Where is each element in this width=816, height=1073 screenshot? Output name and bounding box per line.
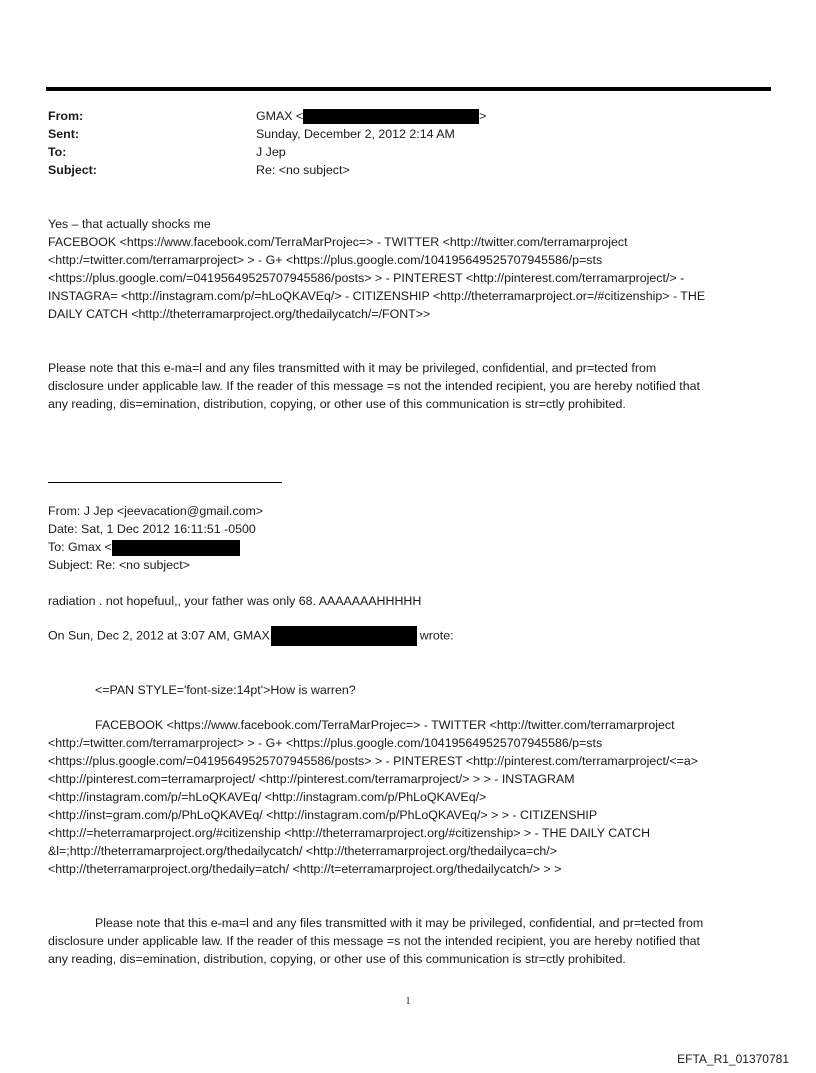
links-line: <http://pinterest.com=terramarproject/ <http://pinterest.com/terramarproject/> > > - INSTAGRAM bbox=[48, 772, 575, 786]
redaction-box bbox=[112, 540, 240, 556]
header-sent-row bbox=[48, 125, 768, 143]
links-line: &l=;http://theterramarproject.org/thedailycatch/ <http://theterramarproject.org/thedailyca=ch/> bbox=[48, 844, 557, 858]
links-line: <http://instagram.com/p/=hLoQKAVEq/ <http://instagram.com/p/PhLoQKAVEq/> bbox=[48, 790, 487, 804]
disclaimer-line: disclosure under applicable law. If the reader of this message =s not the intended recipient, you are hereby notified that bbox=[48, 379, 700, 393]
redaction-box bbox=[271, 626, 417, 646]
links-line: <http:/=twitter.com/terramarproject> > - G+ <https://plus.google.com/104195649525707945586/p=sts bbox=[48, 736, 603, 750]
to-label: To: bbox=[48, 145, 67, 159]
links-line: <http://theterramarproject.org/thedaily=atch/ <http://t=eterramarproject.org/thedailycatch/> > > bbox=[48, 862, 562, 876]
links-line: <http://=heterramarproject.org/#citizenship <http://theterramarproject.org/#citizenship> > - THE DAILY CATCH bbox=[48, 826, 651, 840]
bates-number: EFTA_R1_01370781 bbox=[677, 1052, 789, 1066]
redaction-box bbox=[303, 109, 479, 124]
quoted-date: Date: Sat, 1 Dec 2012 16:11:51 -0500 bbox=[48, 522, 256, 536]
sent-label: Sent: bbox=[48, 127, 79, 141]
quoted-message: radiation . not hopefuul,, your father was only 68. AAAAAAAHHHHH bbox=[48, 594, 422, 608]
body-line: <http:/=twitter.com/terramarproject> > - G+ <https://plus.google.com/104195649525707945586/p=sts bbox=[48, 253, 603, 267]
disclaimer-line: any reading, dis=emination, distribution, copying, or other use of this communication is str=ctly prohibited. bbox=[48, 397, 626, 411]
header-to-row bbox=[48, 143, 768, 161]
subject-value: Re: <no subject> bbox=[256, 163, 350, 177]
header-rule bbox=[46, 87, 771, 91]
links-line: <http://inst=gram.com/p/PhLoQKAVEq/ <http://instagram.com/p/PhLoQKAVEq/> > > - CITIZENSHIP bbox=[48, 808, 598, 822]
subject-label: Subject: bbox=[48, 163, 97, 177]
header-subject-row bbox=[48, 161, 768, 179]
on-wrote-line: On Sun, Dec 2, 2012 at 3:07 AM, GMAX wrote: bbox=[48, 626, 770, 646]
separator-line bbox=[48, 482, 282, 483]
span-line: <=PAN STYLE='font-size:14pt'>How is warren? bbox=[95, 683, 356, 697]
to-value: J Jep bbox=[256, 145, 286, 159]
from-value: GMAX < > bbox=[256, 109, 487, 123]
quoted-from: From: J Jep <jeevacation@gmail.com> bbox=[48, 504, 264, 518]
disclaimer-line: Please note that this e-ma=l and any files transmitted with it may be privileged, confidential, and pr=tected from bbox=[48, 361, 657, 375]
page-number: 1 bbox=[405, 996, 411, 1007]
body-line: FACEBOOK <https://www.facebook.com/TerraMarProjec=> - TWITTER <http://twitter.com/terramarproject bbox=[48, 235, 628, 249]
disclaimer-line: Please note that this e-ma=l and any files transmitted with it may be privileged, confidential, and pr=tected from bbox=[95, 916, 704, 930]
from-label: From: bbox=[48, 109, 84, 123]
body-line: INSTAGRA= <http://instagram.com/p/=hLoQKAVEq/> - CITIZENSHIP <http://theterramarproject.or=/#citizenship> - THE bbox=[48, 289, 706, 303]
body-line: Yes – that actually shocks me bbox=[48, 217, 211, 231]
links-line: <https://plus.google.com/=04195649525707945586/posts> > - PINTEREST <http://pinterest.com/terramarproject/<=a> bbox=[48, 754, 698, 768]
sent-value: Sunday, December 2, 2012 2:14 AM bbox=[256, 127, 455, 141]
quoted-subject: Subject: Re: <no subject> bbox=[48, 558, 190, 572]
body-line: DAILY CATCH <http://theterramarproject.org/thedailycatch/=/FONT>> bbox=[48, 307, 431, 321]
disclaimer-line: disclosure under applicable law. If the reader of this message =s not the intended recipient, you are hereby notified that bbox=[48, 934, 700, 948]
header-from-row bbox=[48, 107, 768, 125]
disclaimer-line: any reading, dis=emination, distribution, copying, or other use of this communication is str=ctly prohibited. bbox=[48, 952, 626, 966]
quoted-to: To: Gmax < bbox=[48, 538, 770, 556]
links-line: FACEBOOK <https://www.facebook.com/TerraMarProjec=> - TWITTER <http://twitter.com/terramarproject bbox=[95, 718, 675, 732]
body-line: <https://plus.google.com/=04195649525707945586/posts> > - PINTEREST <http://pinterest.com/terramarproject/> - bbox=[48, 271, 685, 285]
